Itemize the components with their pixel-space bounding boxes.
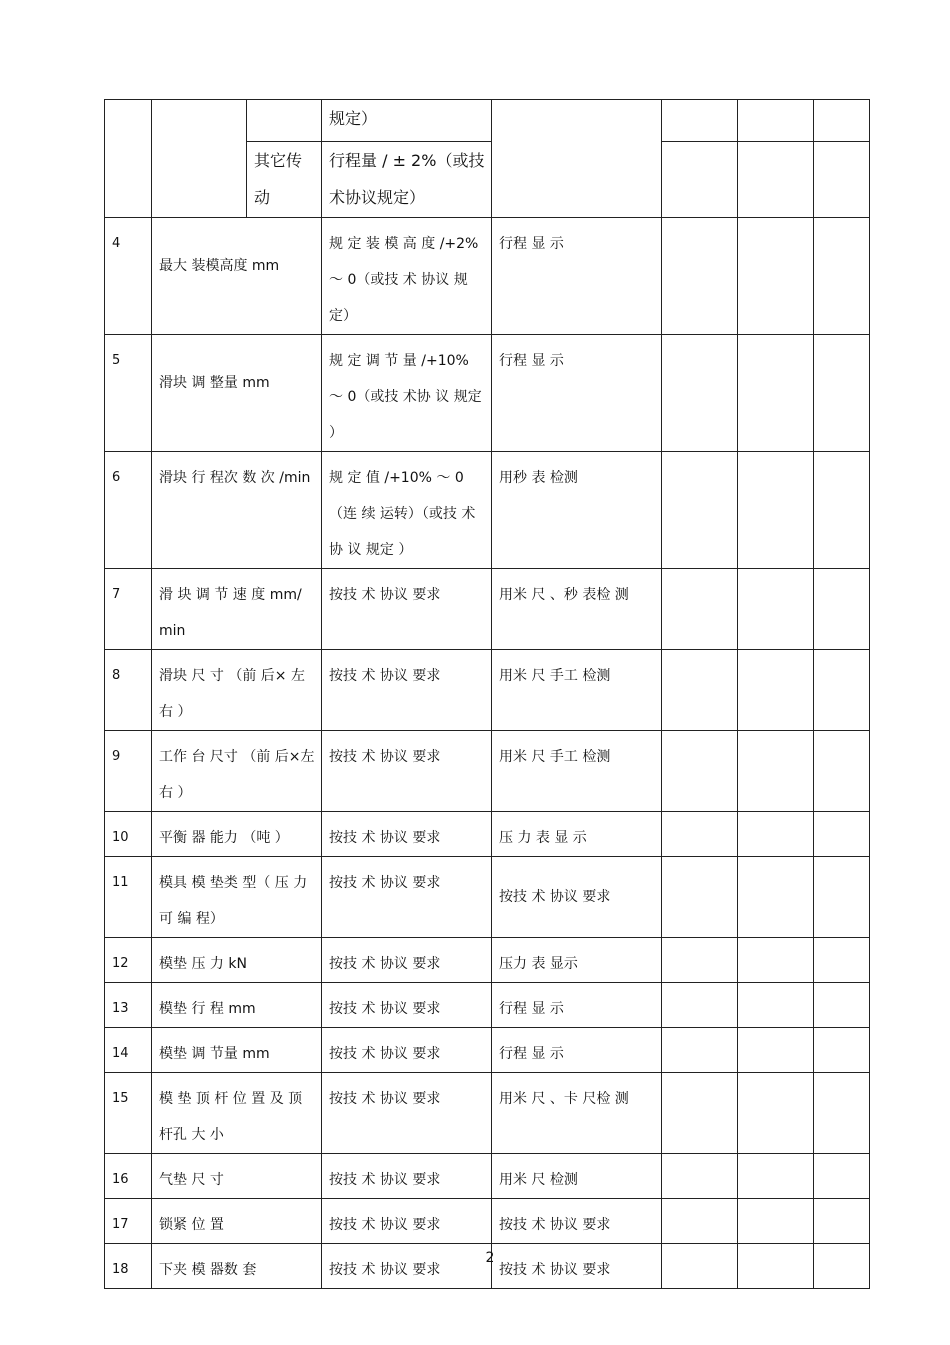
cell-blank <box>814 218 870 335</box>
cell-blank <box>738 731 814 812</box>
cell-num: 6 <box>105 452 152 569</box>
cell-method: 行程 显 示 <box>492 983 662 1028</box>
cell-num: 18 <box>105 1244 152 1289</box>
cell-item: 滑 块 调 节 速 度 mm/min <box>152 569 322 650</box>
cell-req: 按技 术 协议 要求 <box>322 1199 492 1244</box>
table-row <box>105 452 870 569</box>
cell-num: 10 <box>105 812 152 857</box>
cell-blank <box>814 335 870 452</box>
cell-blank <box>738 569 814 650</box>
cell-blank <box>662 1154 738 1199</box>
cell-method: 按技 术 协议 要求 <box>492 1244 662 1289</box>
cell-blank <box>814 731 870 812</box>
table-row <box>105 938 870 983</box>
cell-blank <box>662 650 738 731</box>
cell-num: 13 <box>105 983 152 1028</box>
cell-method: 按技 术 协议 要求 <box>492 1199 662 1244</box>
cell-blank <box>814 983 870 1028</box>
cell-num: 9 <box>105 731 152 812</box>
cell-blank <box>738 1028 814 1073</box>
cell-req-continued: 规定） <box>322 100 492 142</box>
cell-req: 按技 术 协议 要求 <box>322 857 492 938</box>
cell-num: 7 <box>105 569 152 650</box>
cell-method: 压力 表 显示 <box>492 938 662 983</box>
cell-blank <box>662 1073 738 1154</box>
cell-method: 用米 尺 检测 <box>492 1154 662 1199</box>
cell-method: 用米 尺 手工 检测 <box>492 650 662 731</box>
cell-blank <box>738 812 814 857</box>
cell-blank <box>738 1199 814 1244</box>
cell-blank <box>814 812 870 857</box>
cell-num: 4 <box>105 218 152 335</box>
cell-req: 规 定 调 节 量 /+10% ～ 0（或技 术协 议 规定 ） <box>322 335 492 452</box>
cell-blank <box>738 1154 814 1199</box>
cell-blank <box>662 142 738 218</box>
cell-blank <box>738 142 814 218</box>
cell-blank <box>814 142 870 218</box>
cell-blank <box>662 812 738 857</box>
cell-blank <box>814 100 870 142</box>
cell-req: 按技 术 协议 要求 <box>322 731 492 812</box>
table-row <box>105 857 870 938</box>
cell-item: 模垫 调 节量 mm <box>152 1028 322 1073</box>
cell-blank <box>738 218 814 335</box>
cell-item: 最大 装模高度 mm <box>152 218 322 335</box>
cell-method: 用米 尺 、秒 表检 测 <box>492 569 662 650</box>
cell-blank <box>738 452 814 569</box>
cell-blank <box>662 569 738 650</box>
cell-item: 气垫 尺 寸 <box>152 1154 322 1199</box>
cell-num: 17 <box>105 1199 152 1244</box>
cell-item: 模具 模 垫类 型（ 压 力可 编 程） <box>152 857 322 938</box>
table-row <box>105 650 870 731</box>
cell-req: 按技 术 协议 要求 <box>322 1028 492 1073</box>
table-row <box>105 335 870 452</box>
cell-method: 压 力 表 显 示 <box>492 812 662 857</box>
cell-item: 模垫 压 力 kN <box>152 938 322 983</box>
cell-blank <box>662 452 738 569</box>
cell-other-drive-label: 其它传动 <box>247 142 322 218</box>
cell-method: 用米 尺 手工 检测 <box>492 731 662 812</box>
cell-method: 按技 术 协议 要求 <box>492 857 662 938</box>
cell-blank <box>662 857 738 938</box>
cell-blank <box>814 569 870 650</box>
table-row <box>105 1073 870 1154</box>
table-row <box>105 812 870 857</box>
cell-item: 锁紧 位 置 <box>152 1199 322 1244</box>
cell-item: 下夹 模 器数 套 <box>152 1244 322 1289</box>
cell-item: 滑块 调 整量 mm <box>152 335 322 452</box>
table-row <box>105 983 870 1028</box>
cell-blank <box>814 650 870 731</box>
table-row <box>105 1028 870 1073</box>
cell-req: 按技 术 协议 要求 <box>322 983 492 1028</box>
cell-sub-continued <box>247 100 322 142</box>
cell-blank <box>738 1073 814 1154</box>
cell-blank <box>814 1199 870 1244</box>
cell-blank <box>814 1073 870 1154</box>
cell-blank <box>738 938 814 983</box>
cell-blank <box>814 938 870 983</box>
cell-blank <box>662 100 738 142</box>
cell-method: 行程 显 示 <box>492 218 662 335</box>
cell-blank <box>738 983 814 1028</box>
cell-num: 14 <box>105 1028 152 1073</box>
cell-blank <box>662 731 738 812</box>
cell-req: 按技 术 协议 要求 <box>322 1244 492 1289</box>
cell-method: 用米 尺 、卡 尺检 测 <box>492 1073 662 1154</box>
cell-blank <box>814 857 870 938</box>
cell-blank <box>662 938 738 983</box>
page-number: 2 <box>485 1250 495 1266</box>
cell-num: 16 <box>105 1154 152 1199</box>
cell-item-continued <box>152 100 247 218</box>
table-row <box>105 1199 870 1244</box>
cell-blank <box>662 335 738 452</box>
cell-req: 按技 术 协议 要求 <box>322 1073 492 1154</box>
cell-req: 按技 术 协议 要求 <box>322 650 492 731</box>
cell-blank <box>738 100 814 142</box>
cell-other-drive-req: 行程量 / ± 2%（或技术协议规定） <box>322 142 492 218</box>
cell-method: 行程 显 示 <box>492 335 662 452</box>
cell-blank <box>738 335 814 452</box>
cell-req: 按技 术 协议 要求 <box>322 812 492 857</box>
table-row <box>105 569 870 650</box>
cell-item: 模垫 行 程 mm <box>152 983 322 1028</box>
cell-num: 11 <box>105 857 152 938</box>
cell-item: 滑块 尺 寸 （前 后× 左右 ） <box>152 650 322 731</box>
table-row-continued <box>105 100 870 142</box>
cell-num: 8 <box>105 650 152 731</box>
cell-blank <box>662 218 738 335</box>
cell-item: 模 垫 顶 杆 位 置 及 顶 杆孔 大 小 <box>152 1073 322 1154</box>
cell-blank <box>662 983 738 1028</box>
spec-table <box>104 99 870 1289</box>
cell-num: 5 <box>105 335 152 452</box>
cell-method-continued <box>492 100 662 218</box>
cell-method: 用秒 表 检测 <box>492 452 662 569</box>
cell-num: 12 <box>105 938 152 983</box>
cell-blank <box>814 1154 870 1199</box>
table-row <box>105 1154 870 1199</box>
cell-req: 按技 术 协议 要求 <box>322 938 492 983</box>
cell-method: 行程 显 示 <box>492 1028 662 1073</box>
cell-item: 平衡 器 能力 （吨 ） <box>152 812 322 857</box>
cell-blank <box>814 1028 870 1073</box>
cell-blank <box>662 1199 738 1244</box>
table-row <box>105 731 870 812</box>
cell-blank <box>662 1028 738 1073</box>
cell-req: 按技 术 协议 要求 <box>322 569 492 650</box>
cell-item: 滑块 行 程次 数 次 /min <box>152 452 322 569</box>
cell-req: 规 定 值 /+10% ～ 0（连 续 运转）（或技 术协 议 规定 ） <box>322 452 492 569</box>
cell-num: 15 <box>105 1073 152 1154</box>
cell-req: 规 定 装 模 高 度 /+2% ～ 0（或技 术 协议 规 定） <box>322 218 492 335</box>
cell-req: 按技 术 协议 要求 <box>322 1154 492 1199</box>
cell-blank <box>814 452 870 569</box>
cell-blank <box>738 857 814 938</box>
cell-item: 工作 台 尺寸 （前 后×左右 ） <box>152 731 322 812</box>
table-row <box>105 218 870 335</box>
cell-num-continued <box>105 100 152 218</box>
cell-blank <box>738 650 814 731</box>
